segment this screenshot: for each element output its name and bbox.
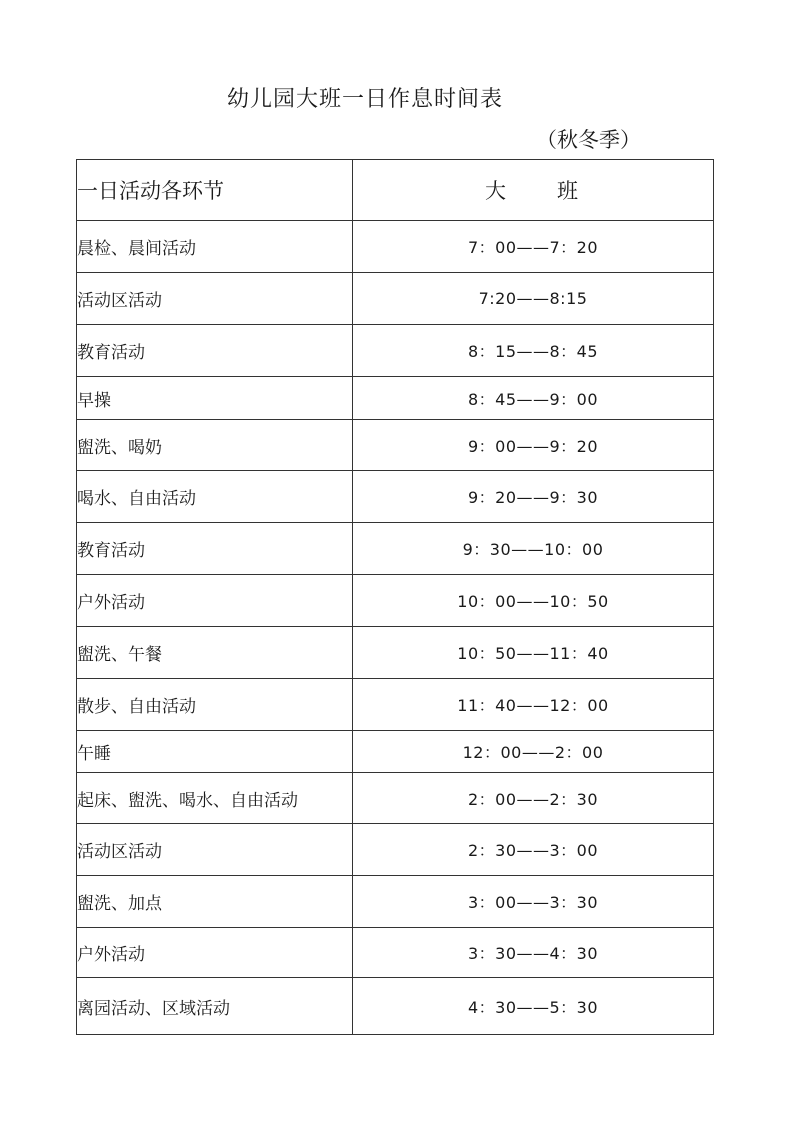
column-header-class: 大 班 <box>353 160 714 221</box>
activity-cell: 户外活动 <box>77 575 353 627</box>
activity-cell: 教育活动 <box>77 325 353 377</box>
table-row <box>77 221 714 273</box>
time-cell: 7：00——7：20 <box>353 221 714 273</box>
activity-cell: 活动区活动 <box>77 824 353 876</box>
activity-cell: 离园活动、区域活动 <box>77 978 353 1035</box>
activity-cell: 喝水、自由活动 <box>77 471 353 523</box>
season-subtitle: （秋冬季） <box>536 128 641 152</box>
activity-cell: 散步、自由活动 <box>77 679 353 731</box>
table-row <box>77 471 714 523</box>
activity-cell: 盥洗、加点 <box>77 876 353 928</box>
table-row <box>77 575 714 627</box>
schedule-table <box>76 159 714 1035</box>
time-cell: 3：00——3：30 <box>353 876 714 928</box>
activity-cell: 盥洗、喝奶 <box>77 420 353 471</box>
activity-cell: 早操 <box>77 377 353 420</box>
table-row <box>77 420 714 471</box>
table-row <box>77 679 714 731</box>
time-cell: 8：45——9：00 <box>353 377 714 420</box>
table-row <box>77 325 714 377</box>
time-cell: 9：00——9：20 <box>353 420 714 471</box>
time-cell: 8：15——8：45 <box>353 325 714 377</box>
time-cell: 10：00——10：50 <box>353 575 714 627</box>
table-row <box>77 773 714 824</box>
table-header-row <box>77 160 714 221</box>
time-cell: 7:20——8:15 <box>353 273 714 325</box>
time-cell: 11：40——12：00 <box>353 679 714 731</box>
table-row <box>77 876 714 928</box>
table-row <box>77 928 714 978</box>
activity-cell: 起床、盥洗、喝水、自由活动 <box>77 773 353 824</box>
time-cell: 9：30——10：00 <box>353 523 714 575</box>
table-row <box>77 978 714 1035</box>
time-cell: 3：30——4：30 <box>353 928 714 978</box>
activity-cell: 教育活动 <box>77 523 353 575</box>
table-row <box>77 523 714 575</box>
time-cell: 4：30——5：30 <box>353 978 714 1035</box>
activity-cell: 晨检、晨间活动 <box>77 221 353 273</box>
table-row <box>77 627 714 679</box>
time-cell: 2：00——2：30 <box>353 773 714 824</box>
page-title: 幼儿园大班一日作息时间表 <box>226 87 503 112</box>
table-row <box>77 273 714 325</box>
table-row <box>77 731 714 773</box>
time-cell: 2：30——3：00 <box>353 824 714 876</box>
time-cell: 12：00——2：00 <box>353 731 714 773</box>
table-row <box>77 824 714 876</box>
activity-cell: 户外活动 <box>77 928 353 978</box>
activity-cell: 活动区活动 <box>77 273 353 325</box>
activity-cell: 午睡 <box>77 731 353 773</box>
time-cell: 9：20——9：30 <box>353 471 714 523</box>
time-cell: 10：50——11：40 <box>353 627 714 679</box>
column-header-activity: 一日活动各环节 <box>77 160 353 221</box>
table-row <box>77 377 714 420</box>
activity-cell: 盥洗、午餐 <box>77 627 353 679</box>
